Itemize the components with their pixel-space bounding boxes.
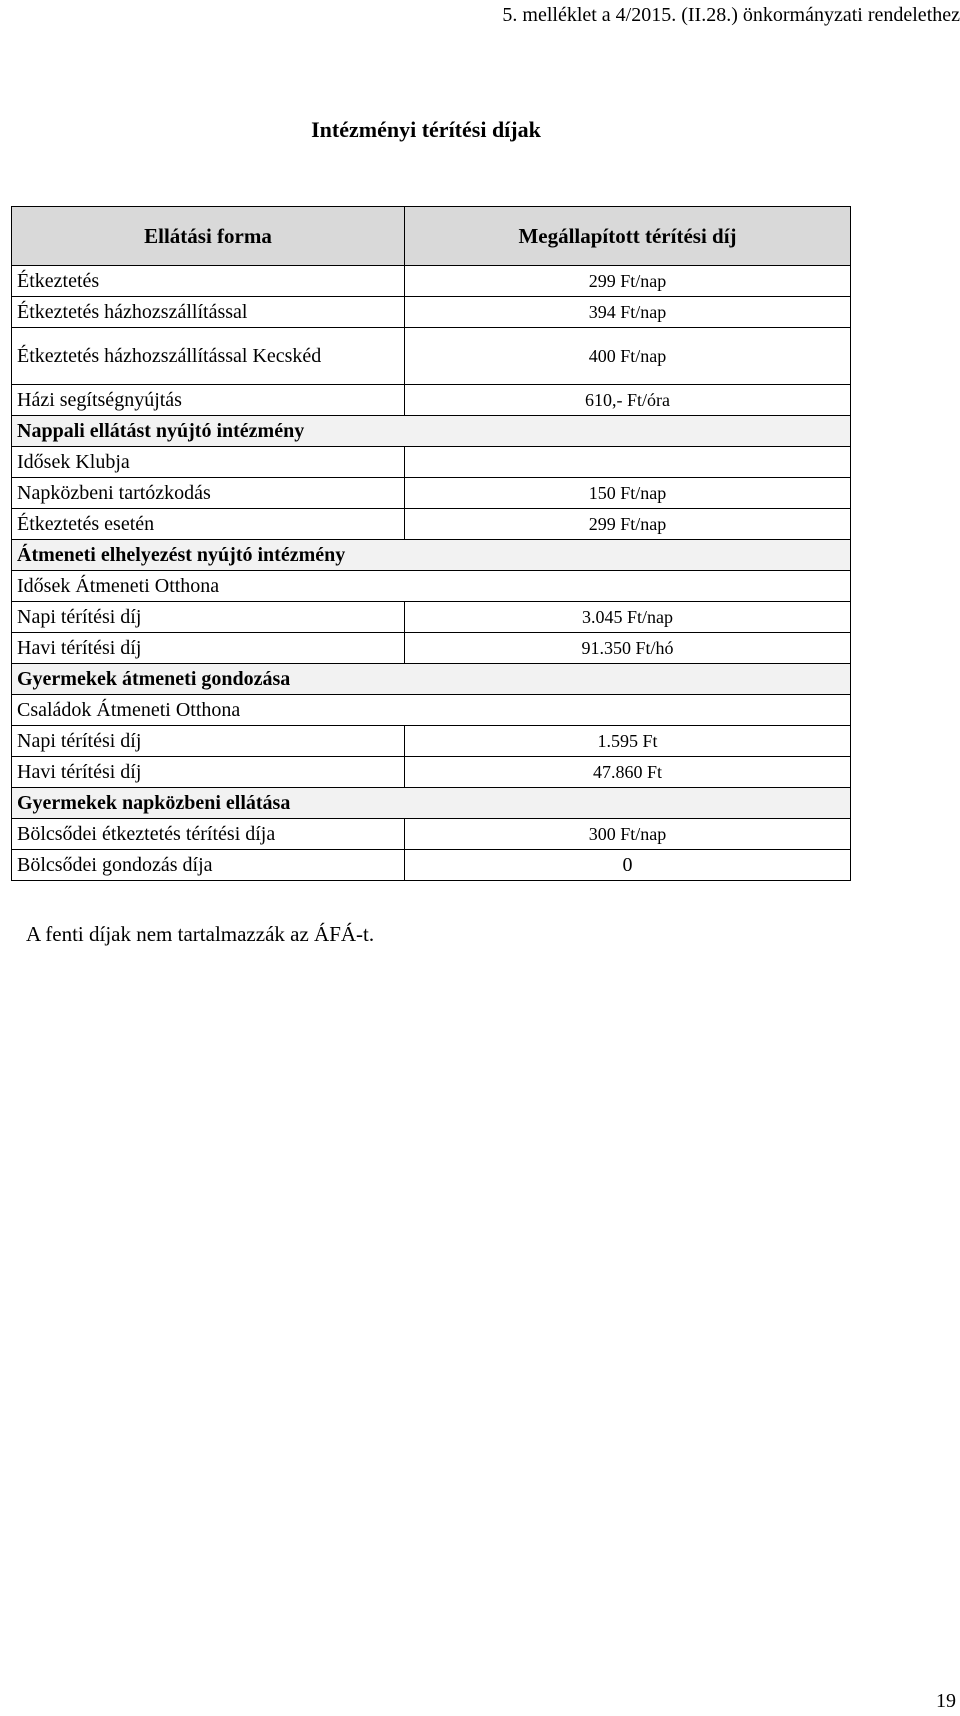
table-row xyxy=(12,850,851,881)
row-label: Családok Átmeneti Otthona xyxy=(12,695,851,726)
section-label: Átmeneti elhelyezést nyújtó intézmény xyxy=(12,540,851,571)
row-label: Idősek Átmeneti Otthona xyxy=(12,571,851,602)
table-row xyxy=(12,297,851,328)
table-row xyxy=(12,509,851,540)
row-value: 3.045 Ft/nap xyxy=(405,602,851,633)
section-label: Nappali ellátást nyújtó intézmény xyxy=(12,416,851,447)
table-row xyxy=(12,385,851,416)
document-title: Intézményi térítési díjak xyxy=(311,117,541,142)
table-row xyxy=(12,447,851,478)
column-header-service-type: Ellátási forma xyxy=(12,207,405,266)
table-row xyxy=(12,757,851,788)
row-value xyxy=(405,447,851,478)
row-value: 91.350 Ft/hó xyxy=(405,633,851,664)
row-label: Étkeztetés házhozszállítással Kecskéd xyxy=(12,328,405,385)
row-label: Étkeztetés házhozszállítással xyxy=(12,297,405,328)
column-header-fee: Megállapított térítési díj xyxy=(405,207,851,266)
table-row xyxy=(12,633,851,664)
row-value: 300 Ft/nap xyxy=(405,819,851,850)
table-row xyxy=(12,478,851,509)
row-value: 400 Ft/nap xyxy=(405,328,851,385)
row-value: 1.595 Ft xyxy=(405,726,851,757)
section-label: Gyermekek napközbeni ellátása xyxy=(12,788,851,819)
row-value: 299 Ft/nap xyxy=(405,266,851,297)
row-value: 394 Ft/nap xyxy=(405,297,851,328)
fees-table xyxy=(11,206,851,881)
document-header-note: 5. melléklet a 4/2015. (II.28.) önkormányzati rendelethez xyxy=(502,4,960,26)
section-header-row xyxy=(12,540,851,571)
row-label: Házi segítségnyújtás xyxy=(12,385,405,416)
section-header-row xyxy=(12,788,851,819)
row-label: Napi térítési díj xyxy=(12,602,405,633)
table-row xyxy=(12,602,851,633)
table-row xyxy=(12,819,851,850)
row-label: Bölcsődei gondozás díja xyxy=(12,850,405,881)
table-row xyxy=(12,328,851,385)
vat-footnote: A fenti díjak nem tartalmazzák az ÁFÁ-t. xyxy=(26,922,375,946)
row-value: 150 Ft/nap xyxy=(405,478,851,509)
row-value: 299 Ft/nap xyxy=(405,509,851,540)
row-label: Bölcsődei étkeztetés térítési díja xyxy=(12,819,405,850)
row-label: Étkeztetés esetén xyxy=(12,509,405,540)
row-label: Étkeztetés xyxy=(12,266,405,297)
section-header-row xyxy=(12,664,851,695)
row-label: Napközbeni tartózkodás xyxy=(12,478,405,509)
row-label: Napi térítési díj xyxy=(12,726,405,757)
section-header-row xyxy=(12,416,851,447)
page-number: 19 xyxy=(936,1690,956,1712)
row-value: 47.860 Ft xyxy=(405,757,851,788)
row-label: Havi térítési díj xyxy=(12,633,405,664)
row-label: Idősek Klubja xyxy=(12,447,405,478)
row-value: 610,- Ft/óra xyxy=(405,385,851,416)
table-row xyxy=(12,266,851,297)
table-row xyxy=(12,695,851,726)
row-label: Havi térítési díj xyxy=(12,757,405,788)
section-label: Gyermekek átmeneti gondozása xyxy=(12,664,851,695)
table-row xyxy=(12,726,851,757)
row-value: 0 xyxy=(405,850,851,881)
table-row xyxy=(12,571,851,602)
table-header-row xyxy=(12,207,851,266)
